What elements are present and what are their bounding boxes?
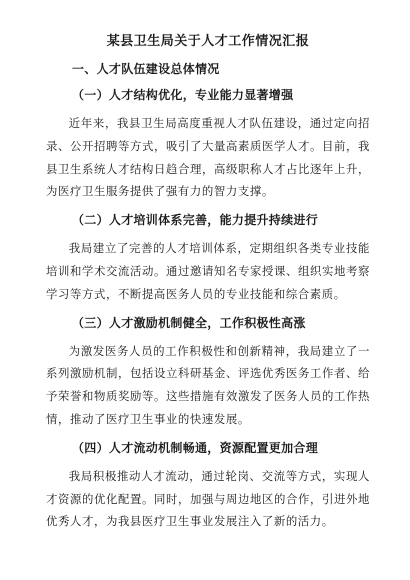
- document-title: 某县卫生局关于人才工作情况汇报: [106, 34, 310, 49]
- subsection-paragraph: 近年来，我县卫生局高度重视人才队伍建设，通过定向招录、公开招聘等方式，吸引了大量高素质医学人才。目前，我县卫生系统人才结构日趋合理，高级职称人才占比逐年上升，为医疗卫生服务提供了强有力的智力支撑。: [46, 116, 370, 199]
- subsection-2: [46, 211, 370, 305]
- section-heading: 一、人才队伍建设总体情况: [72, 62, 220, 76]
- subsection-4: [46, 439, 370, 533]
- subsection-1: [46, 86, 370, 203]
- subsection-paragraph: 我局建立了完善的人才培训体系，定期组织各类专业技能培训和学术交流活动。通过邀请知名专家授课、组织实地考察学习等方式，不断提高医务人员的专业技能和综合素质。: [46, 241, 370, 301]
- subsection-paragraph: 为激发医务人员的工作积极性和创新精神，我局建立了一系列激励机制，包括设立科研基金、评选优秀医务工作者、给予荣誉和物质奖励等。这些措施有效激发了医务人员的工作热情，推动了医疗卫生事业的快速发展。: [46, 343, 370, 426]
- subsection-heading: （二）人才培训体系完善，能力提升持续进行: [72, 213, 319, 228]
- subsection-3: [46, 314, 370, 431]
- subsection-heading: （四）人才流动机制畅通，资源配置更加合理: [72, 440, 319, 455]
- subsection-heading: （一）人才结构优化，专业能力显著增强: [72, 88, 294, 102]
- subsection-paragraph: 我局积极推动人才流动，通过轮岗、交流等方式，实现人才资源的优化配置。同时，加强与周边地区的合作，引进外地优秀人才，为我县医疗卫生事业发展注入了新的活力。: [46, 468, 370, 529]
- subsection-heading: （三）人才激励机制健全，工作积极性高涨: [72, 315, 306, 330]
